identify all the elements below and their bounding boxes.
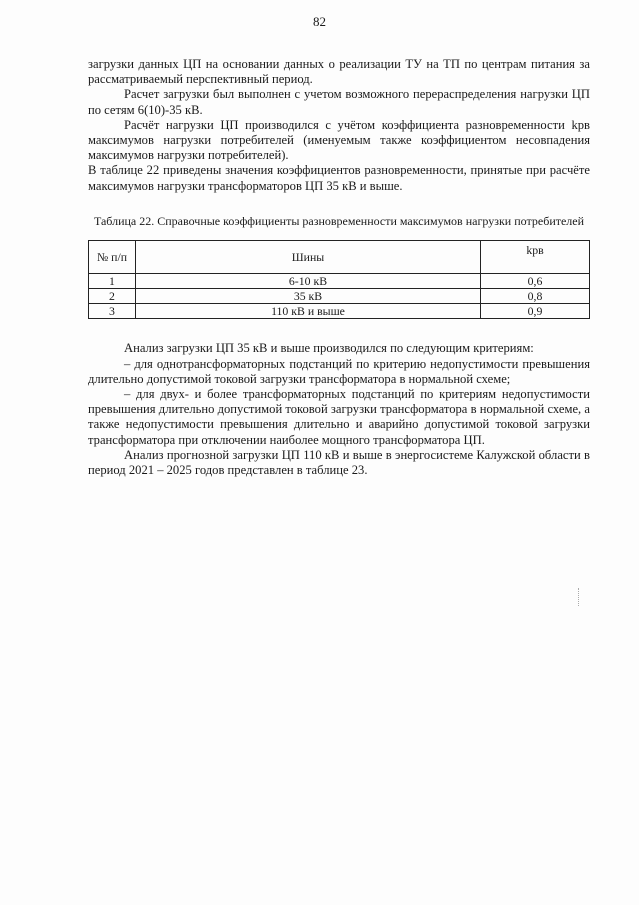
table-caption: Таблица 22. Справочные коэффициенты разновременности максимумов нагрузки потребителей [93,213,585,228]
analysis-section [88,341,590,478]
table-row [89,289,590,304]
page-number: 82 [313,14,326,29]
cell-coefficient: 0,6 [481,274,590,289]
scan-artifact-mark [578,588,583,606]
cell-bus: 110 кВ и выше [136,304,481,319]
cell-number: 1 [89,274,136,289]
cell-bus: 35 кВ [136,289,481,304]
cell-number: 2 [89,289,136,304]
table-header-row [89,241,590,274]
paragraph-table-reference: В таблице 22 приведены значения коэффициентов разновременности, принятые при расчёте максимумов нагрузки трансформаторов ЦП 35 кВ и выше. [88,163,590,193]
paragraph-forecast-reference: Анализ прогнозной загрузки ЦП 110 кВ и выше в энергосистеме Калужской области в период 2021 – 2025 годов представлен в таблице 23. [88,447,590,477]
header-coefficient: kрв [481,241,590,274]
table-row [89,274,590,289]
cell-number: 3 [89,304,136,319]
header-number: № п/п [89,241,136,274]
paragraph-criterion-multi: – для двух- и более трансформаторных подстанций по критериям недопустимости превышения длительно допустимой токовой загрузки трансформатора в нормальной схеме, а также недопустимости превышения длительно и аварийно допустимой токовой загрузки трансформатора при отключении наиболее мощного трансформатора ЦП. [88,386,590,447]
paragraph-diversity-coefficient: Расчёт нагрузки ЦП производился с учётом коэффициента разновременности kрв максимумов нагрузки потребителей (именуемым также коэффициентом несовпадения максимумов нагрузки потребителей). [88,117,590,163]
paragraph-load-calculation: Расчет загрузки был выполнен с учетом возможного перераспределения нагрузки ЦП по сетям 6(10)-35 кВ. [88,87,590,117]
table-row [89,304,590,319]
header-bus: Шины [136,241,481,274]
document-body [88,57,590,478]
cell-coefficient: 0,8 [481,289,590,304]
paragraph-criterion-single: – для однотрансформаторных подстанций по критерию недопустимости превышения длительно допустимой токовой загрузки трансформатора в нормальной схеме; [88,356,590,386]
coefficients-table [88,240,590,319]
paragraph-continuation: загрузки данных ЦП на основании данных о реализации ТУ на ТП по центрам питания за рассматриваемый перспективный период. [88,57,590,87]
cell-coefficient: 0,9 [481,304,590,319]
cell-bus: 6-10 кВ [136,274,481,289]
paragraph-criteria-intro: Анализ загрузки ЦП 35 кВ и выше производился по следующим критериям: [124,341,534,356]
